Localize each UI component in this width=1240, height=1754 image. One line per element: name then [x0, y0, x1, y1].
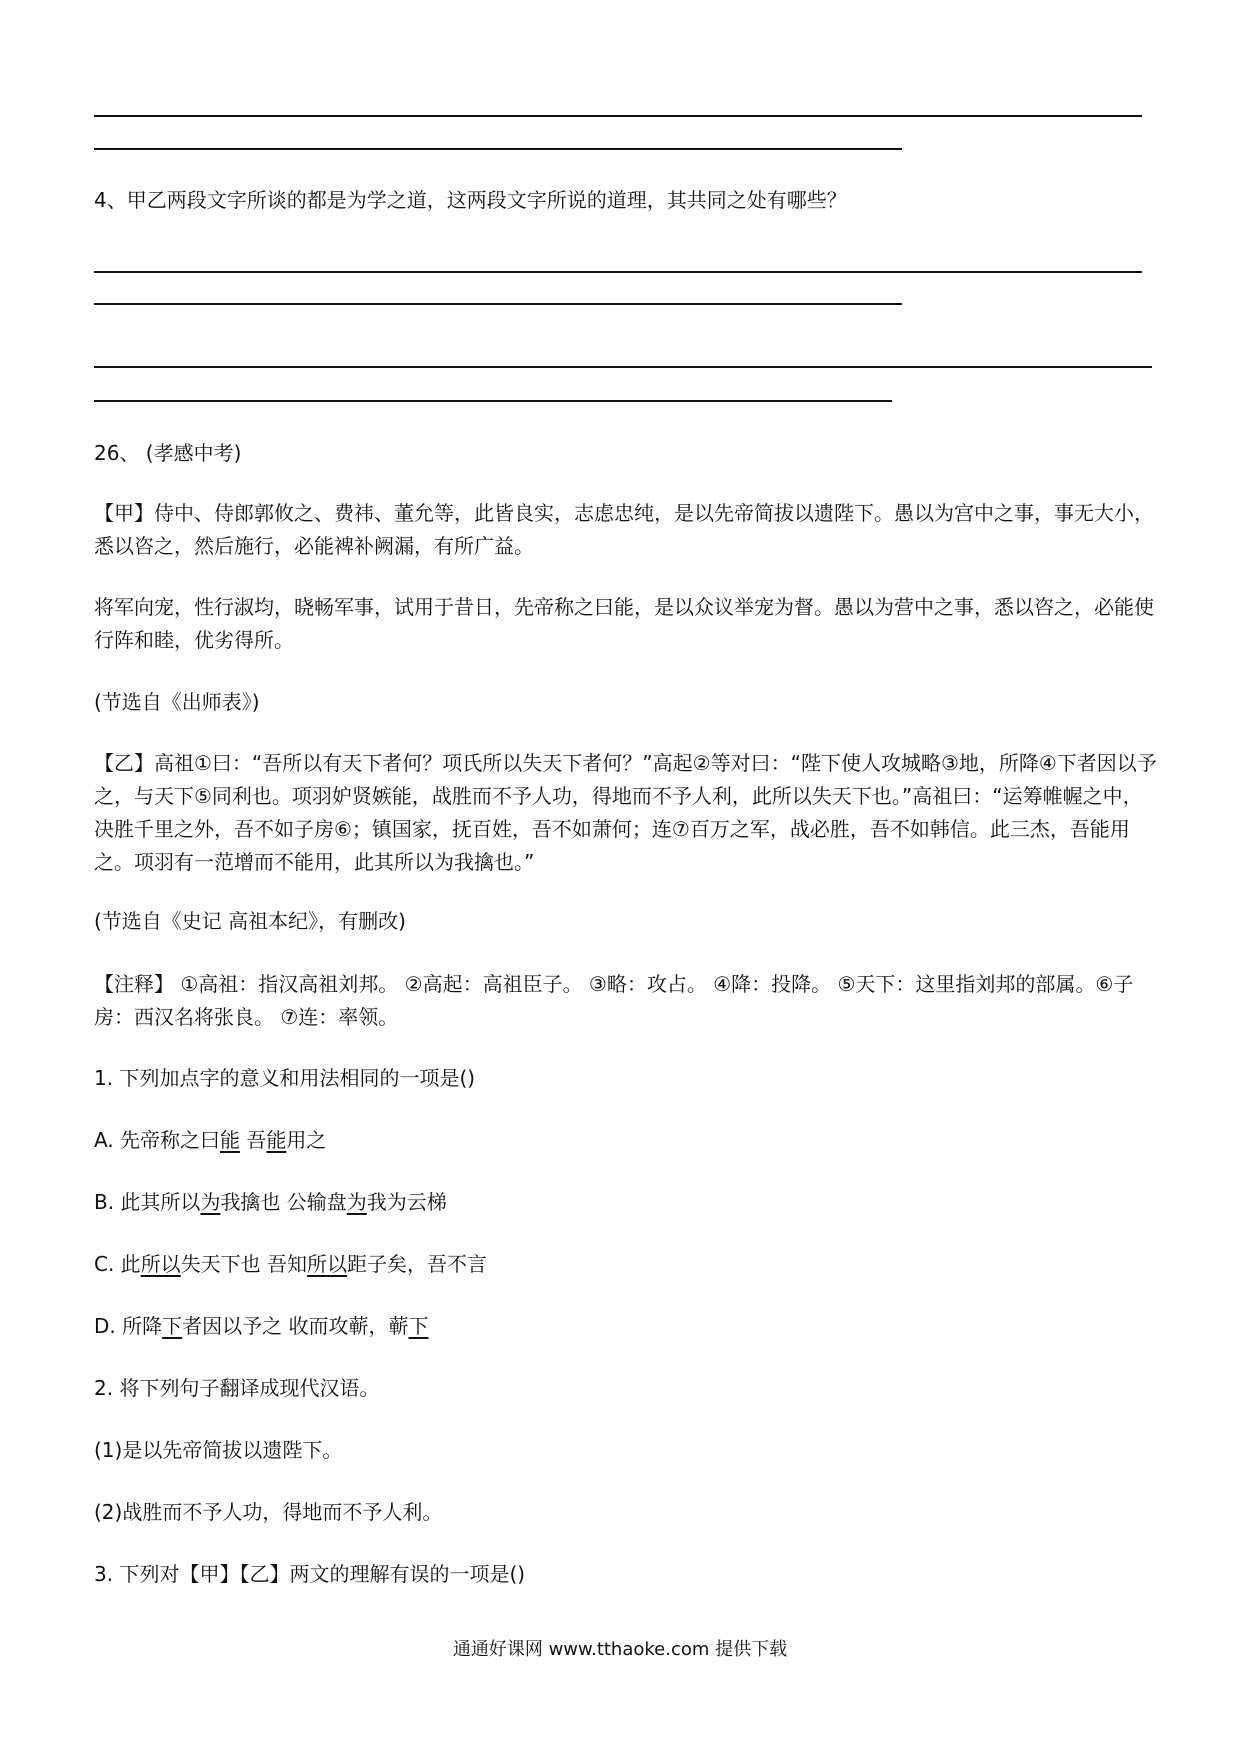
- dotted-word: 为: [346, 1190, 367, 1214]
- answer-line: [94, 148, 902, 150]
- dotted-word: 所以: [140, 1252, 181, 1276]
- answer-line: [94, 303, 902, 305]
- question-1: 1. 下列加点字的意义和用法相同的一项是(): [94, 1066, 476, 1090]
- answer-line: [94, 400, 892, 402]
- dotted-word: 为: [200, 1190, 221, 1214]
- option-text: 吾: [240, 1128, 267, 1152]
- question-2-item-1: (1)是以先帝简拔以遗陛下。: [94, 1438, 343, 1462]
- option-text: 用之: [286, 1128, 327, 1152]
- option-text: 我为云梯: [366, 1190, 447, 1214]
- option-text: 我擒也 公输盘: [220, 1190, 347, 1214]
- dotted-word: 下: [408, 1314, 429, 1338]
- option-c: [94, 1248, 1158, 1281]
- option-b: [94, 1186, 1158, 1219]
- option-text: B. 此其所以: [94, 1190, 201, 1214]
- question-2: 2. 将下列句子翻译成现代汉语。: [94, 1376, 380, 1400]
- option-text: 者因以予之 收而攻蕲，蕲: [182, 1314, 409, 1338]
- answer-line: [94, 366, 1152, 368]
- passage-jia-paragraph-1: 【甲】侍中、侍郎郭攸之、费祎、董允等，此皆良实，志虑忠纯，是以先帝简拔以遗陛下。愚以为宫中之事，事无大小，悉以咨之，然后施行，必能裨补阙漏，有所广益。: [94, 501, 1154, 558]
- dotted-word: 能: [266, 1128, 287, 1152]
- page-footer: 通通好课网 www.tthaoke.com 提供下载: [452, 1639, 788, 1660]
- dotted-word: 所以: [307, 1252, 348, 1276]
- option-text: D. 所降: [94, 1314, 163, 1338]
- answer-line: [94, 115, 1142, 117]
- question-2-item-2: (2)战胜而不予人功，得地而不予人利。: [94, 1500, 443, 1524]
- option-d: [94, 1310, 1158, 1343]
- question-4: 4、甲乙两段文字所谈的都是为学之道，这两段文字所说的道理，其共同之处有哪些？: [94, 188, 847, 212]
- question-26-header: 26、 (孝感中考): [94, 441, 242, 465]
- option-text: A. 先帝称之曰: [94, 1128, 221, 1152]
- passage-jia-source: (节选自《出师表》): [94, 690, 260, 714]
- option-text: C. 此: [94, 1252, 141, 1276]
- dotted-word: 下: [162, 1314, 183, 1338]
- passage-jia-paragraph-2: 将军向宠，性行淑均，晓畅军事，试用于昔日，先帝称之曰能，是以众议举宠为督。愚以为营中之事，悉以咨之，必能使行阵和睦，优劣得所。: [94, 595, 1154, 652]
- question-3: 3. 下列对【甲】【乙】两文的理解有误的一项是(): [94, 1562, 526, 1586]
- option-text: 距子矣，吾不言: [347, 1252, 488, 1276]
- option-a: [94, 1124, 1158, 1157]
- passage-yi: 【乙】高祖①曰：“吾所以有天下者何？项氏所以失天下者何？”高起②等对曰：“陛下使人攻城略③地，所降④下者因以予之，与天下⑤同利也。项羽妒贤嫉能，战胜而不予人功，得地而不予人利，此所以失天下也。”高祖曰：“运筹帷幄之中，决胜千里之外，吾不如子房⑥；镇国家，抚百姓，吾不如萧何；连⑦百万之军，战必胜，吾不如韩信。此三杰，吾能用之。项羽有一范增而不能用，此其所以为我擒也。”: [94, 751, 1157, 874]
- answer-line: [94, 271, 1142, 273]
- option-text: 失天下也 吾知: [180, 1252, 308, 1276]
- dotted-word: 能: [220, 1128, 241, 1152]
- annotation-notes: 【注释】 ①高祖：指汉高祖刘邦。 ②高起：高祖臣子。 ③略：攻占。 ④降：投降。 ⑤天下：这里指刘邦的部属。⑥子房：西汉名将张良。 ⑦连：率领。: [94, 972, 1134, 1029]
- passage-yi-source: (节选自《史记 高祖本纪》，有删改): [94, 909, 406, 933]
